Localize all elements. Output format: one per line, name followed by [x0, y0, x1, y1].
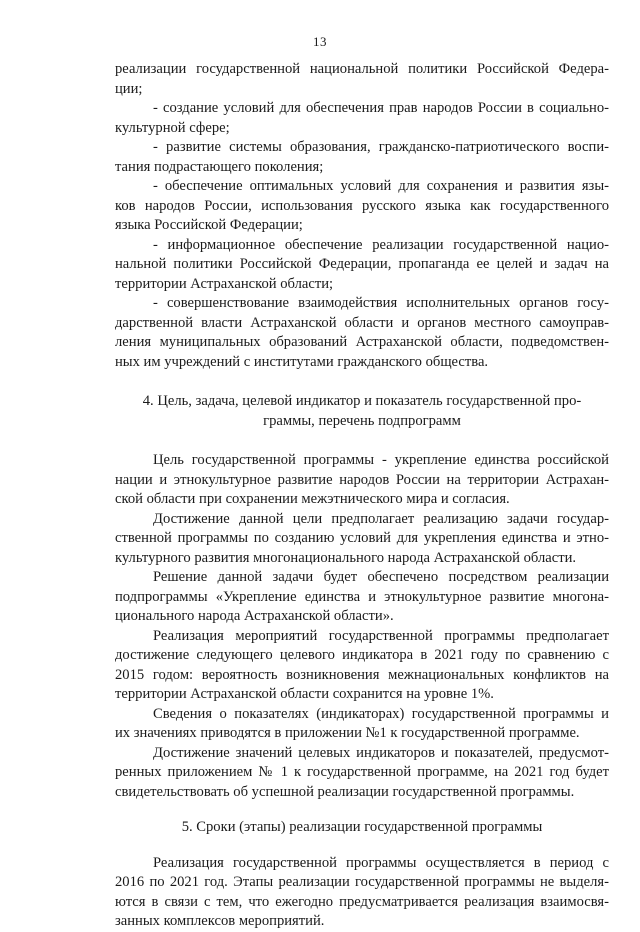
- list-item-line: - обеспечение оптимальных условий для сохранения и развития язы-: [153, 178, 609, 194]
- text-line: тания подрастающего поколения;: [115, 158, 324, 175]
- paragraph-line: достижение следующего целевого индикатора в 2021 году по сравнению с: [115, 647, 609, 663]
- text-line: нальной политики Российской Федерации, пропаганда ее целей и задач на: [115, 256, 609, 272]
- paragraph-line: Сведения о показателях (индикаторах) государственной программы и: [153, 705, 609, 722]
- list-item-line: - совершенствование взаимодействия исполнительных органов госу-: [153, 295, 609, 311]
- paragraph-line: Реализация государственной программы осуществляется в период с: [153, 854, 609, 871]
- paragraph-line: культурного развития многонационального народа Астраханской области.: [115, 549, 577, 566]
- text-line: ков народов России, использования русского языка как государственного: [115, 197, 609, 214]
- text-line: языка Российской Федерации;: [115, 217, 303, 233]
- paragraph-line: территории Астраханской области сохранится на уровне 1%.: [115, 686, 494, 702]
- paragraph-line: 2016 по 2021 год. Этапы реализации государственной программы не выделя-: [115, 874, 609, 890]
- text-line: ции;: [115, 80, 143, 97]
- list-item-line: - информационное обеспечение реализации государственной нацио-: [153, 236, 609, 253]
- text-line: ления муниципальных образований Астраханской области, подведомствен-: [115, 334, 609, 350]
- intro-block: [115, 60, 609, 372]
- text-line: территории Астраханской области;: [115, 275, 334, 292]
- section-4-heading-line-1: 4. Цель, задача, целевой индикатор и показатель государственной про-: [142, 393, 582, 409]
- section-5-heading: 5. Сроки (этапы) реализации государственной программы: [181, 819, 543, 835]
- text-line: дарственной власти Астраханской области и органов местного самоупрaв-: [115, 314, 609, 331]
- list-item-line: - создание условий для обеспечения прав народов России в социально-: [153, 100, 609, 116]
- text-line: ных им учреждений с институтами гражданского общества.: [115, 353, 489, 370]
- section-4-heading-line-2: граммы, перечень подпрограмм: [263, 412, 461, 429]
- section-4: [115, 392, 609, 802]
- paragraph-line: свидетельствовать об успешной реализации государственной программы.: [115, 783, 575, 800]
- text-line: культурной сфере;: [115, 119, 230, 136]
- paragraph-line: 2015 годом: вероятность возникновения межнациональных конфликтов на: [115, 666, 609, 683]
- paragraph-line: Достижение значений целевых индикаторов и показателей, предусмот-: [153, 744, 609, 761]
- paragraph-line: Цель государственной программы - укрепление единства российской: [153, 452, 609, 468]
- paragraph-line: нации и этнокультурное развитие народов России на территории Астрахан-: [115, 471, 609, 488]
- paragraph-line: Достижение данной цели предполагает реализацию задачи государ-: [153, 510, 609, 527]
- paragraph-line: Реализация мероприятий государственной программы предполагает: [153, 627, 609, 644]
- paragraph-line: их значениях приводятся в приложении №1 к государственной программе.: [115, 725, 580, 741]
- paragraph-line: ются в связи с тем, что ежегодно предусматривается реализация взаимосвя-: [115, 893, 609, 910]
- list-item-line: - развитие системы образования, гражданско-патриотического воспи-: [153, 139, 609, 155]
- text-line: реализации государственной национальной политики Российской Федера-: [115, 61, 609, 77]
- paragraph-line: ской области при сохранении межэтнического мира и согласия.: [115, 491, 510, 507]
- paragraph-line: ственной программы по созданию условий для укрепления единства и этно-: [115, 530, 609, 546]
- document-body: [115, 60, 609, 932]
- paragraph-line: занных комплексов мероприятий.: [115, 913, 325, 929]
- page-number: 13: [313, 34, 327, 49]
- paragraph-line: ционального народа Астраханской области».: [115, 608, 394, 624]
- section-5: [115, 818, 609, 932]
- paragraph-line: ренных приложением № 1 к государственной программе, на 2021 год будет: [115, 764, 609, 780]
- paragraph-line: Решение данной задачи будет обеспечено посредством реализации: [153, 569, 609, 585]
- paragraph-line: подпрограммы «Укрепление единства и этнокультурное развитие многона-: [115, 588, 609, 605]
